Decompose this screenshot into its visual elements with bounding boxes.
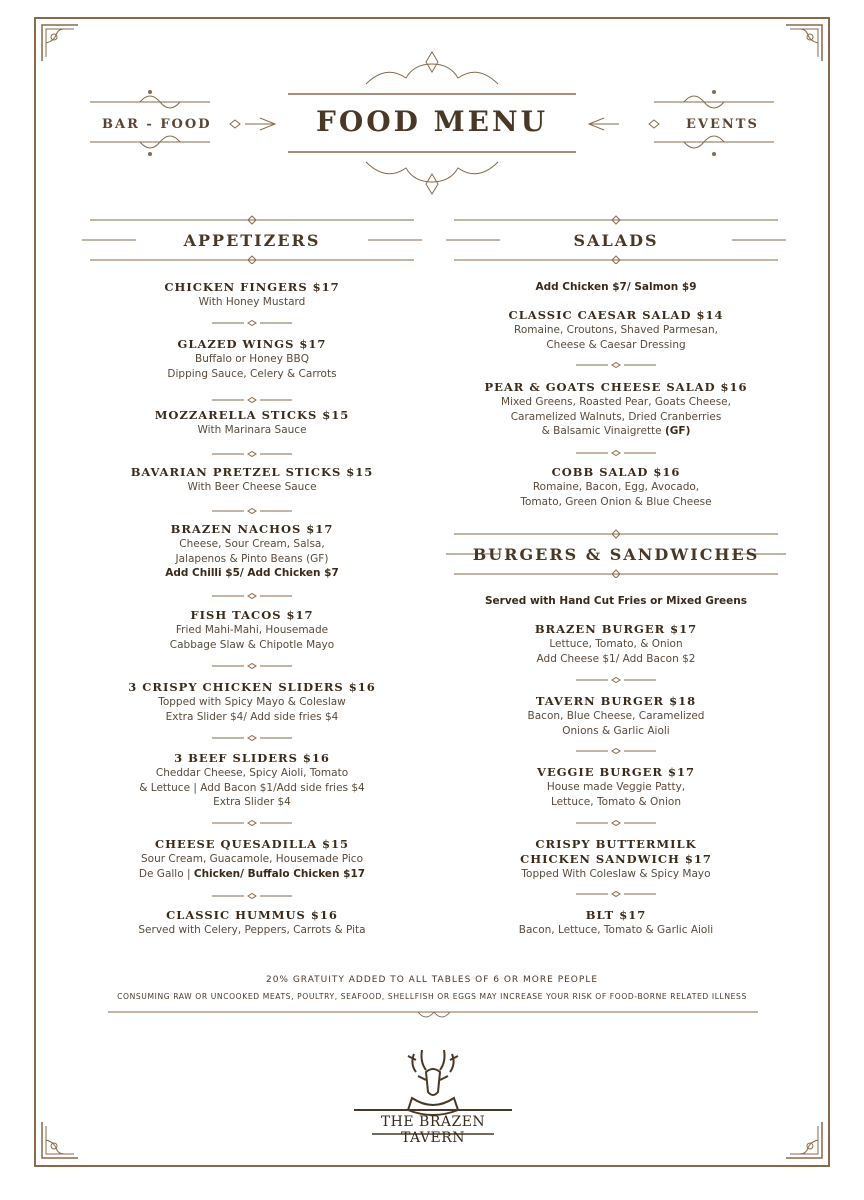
item-desc: Add Cheese $1/ Add Bacon $2 bbox=[536, 652, 696, 665]
item-desc: With Beer Cheese Sauce bbox=[187, 481, 317, 493]
item-desc: Cheese & Caesar Dressing bbox=[546, 338, 686, 351]
nav-events[interactable]: EVENTS bbox=[686, 117, 759, 132]
item-desc: Served with Celery, Peppers, Carrots & Pita bbox=[138, 924, 366, 936]
item-desc: Romaine, Croutons, Shaved Parmesan, bbox=[514, 324, 718, 336]
menu-item bbox=[82, 337, 422, 381]
menu-item bbox=[446, 308, 786, 352]
item-name: CLASSIC CAESAR SALAD $14 bbox=[508, 308, 724, 322]
menu-item bbox=[82, 465, 422, 495]
item-desc: Cheddar Cheese, Spicy Aioli, Tomato bbox=[155, 767, 349, 779]
item-desc: Cheese, Sour Cream, Salsa, bbox=[179, 538, 325, 550]
item-desc: Sour Cream, Guacamole, Housemade Pico bbox=[141, 853, 363, 865]
item-extra: Chicken/ Buffalo Chicken $17 bbox=[193, 867, 366, 880]
item-name: CHICKEN FINGERS $17 bbox=[164, 280, 340, 294]
item-desc: Cabbage Slaw & Chipotle Mayo bbox=[169, 638, 335, 651]
item-divider bbox=[576, 820, 656, 826]
item-desc: Topped With Coleslaw & Spicy Mayo bbox=[521, 868, 711, 880]
item-name: 3 BEEF SLIDERS $16 bbox=[174, 751, 330, 765]
item-name: BRAZEN BURGER $17 bbox=[534, 622, 698, 636]
item-name: GLAZED WINGS $17 bbox=[177, 337, 327, 351]
item-name: BAVARIAN PRETZEL STICKS $15 bbox=[130, 465, 374, 479]
corner-ornament-bottom-right bbox=[784, 1120, 824, 1160]
item-divider bbox=[576, 891, 656, 897]
menu-item bbox=[82, 680, 422, 724]
item-name: CHEESE QUESADILLA $15 bbox=[154, 837, 350, 851]
page-title: FOOD MENU bbox=[315, 105, 549, 138]
menu-item bbox=[446, 380, 786, 439]
item-name: PEAR & GOATS CHEESE SALAD $16 bbox=[484, 380, 748, 394]
item-divider bbox=[576, 362, 656, 368]
item-name: CHICKEN SANDWICH $17 bbox=[520, 852, 712, 866]
footer-divider bbox=[108, 1006, 758, 1026]
item-name: BRAZEN NACHOS $17 bbox=[170, 522, 334, 536]
item-name: BLT $17 bbox=[585, 908, 647, 922]
menu-item bbox=[82, 908, 422, 938]
salads-note: Add Chicken $7/ Salmon $9 bbox=[535, 281, 697, 293]
item-divider bbox=[212, 593, 292, 599]
burgers-heading: BURGERS & SANDWICHES bbox=[472, 545, 760, 564]
item-divider bbox=[576, 450, 656, 456]
item-desc: & Lettuce | Add Bacon $1/Add side fries $4 bbox=[139, 781, 365, 794]
item-name: MOZZARELLA STICKS $15 bbox=[154, 408, 350, 422]
item-name: CLASSIC HUMMUS $16 bbox=[166, 908, 338, 922]
item-desc: Extra Slider $4 bbox=[213, 796, 291, 808]
corner-ornament-top-left bbox=[40, 23, 80, 63]
menu-item bbox=[82, 837, 422, 881]
item-divider bbox=[212, 508, 292, 514]
item-divider bbox=[212, 320, 292, 326]
appetizers-heading: APPETIZERS bbox=[183, 231, 321, 250]
item-divider bbox=[212, 893, 292, 899]
item-name: TAVERN BURGER $18 bbox=[535, 694, 697, 708]
item-name: VEGGIE BURGER $17 bbox=[537, 765, 695, 779]
item-name: CRISPY BUTTERMILK bbox=[535, 837, 697, 851]
item-desc: Romaine, Bacon, Egg, Avocado, bbox=[532, 481, 700, 493]
item-desc: With Marinara Sauce bbox=[197, 424, 307, 436]
item-desc: Mixed Greens, Roasted Pear, Goats Cheese, bbox=[501, 396, 731, 408]
item-desc: Jalapenos & Pinto Beans (GF) bbox=[175, 552, 329, 565]
item-divider bbox=[212, 397, 292, 403]
menu-item bbox=[446, 465, 786, 509]
burgers-note: Served with Hand Cut Fries or Mixed Greens bbox=[484, 595, 748, 607]
menu-item bbox=[446, 694, 786, 738]
salads-heading: SALADS bbox=[573, 231, 659, 250]
item-divider bbox=[212, 735, 292, 741]
corner-ornament-top-right bbox=[784, 23, 824, 63]
item-desc: Topped with Spicy Mayo & Coleslaw bbox=[158, 696, 346, 708]
item-extra: (GF) bbox=[664, 425, 691, 437]
item-extra: Add Chilli $5/ Add Chicken $7 bbox=[165, 567, 339, 579]
item-desc: Lettuce, Tomato, & Onion bbox=[549, 638, 683, 650]
menu-item bbox=[82, 522, 422, 581]
item-desc: With Honey Mustard bbox=[198, 296, 306, 308]
item-divider bbox=[576, 748, 656, 754]
menu-item bbox=[82, 751, 422, 810]
item-desc: Buffalo or Honey BBQ bbox=[195, 353, 309, 365]
item-desc: Dipping Sauce, Celery & Carrots bbox=[167, 367, 337, 380]
item-divider bbox=[576, 677, 656, 683]
item-desc: House made Veggie Patty, bbox=[546, 781, 686, 793]
food-safety-warning: CONSUMING RAW OR UNCOOKED MEATS, POULTRY, SEAFOOD, SHELLFISH OR EGGS MAY INCREASE YOUR RISK OF FOOD-BORNE RELATED ILLNESS bbox=[117, 992, 747, 1001]
item-name: FISH TACOS $17 bbox=[190, 608, 314, 622]
item-desc: Bacon, Blue Cheese, Caramelized bbox=[527, 710, 705, 722]
menu-item bbox=[446, 622, 786, 666]
item-name: COBB SALAD $16 bbox=[551, 465, 681, 479]
tavern-logo-text: THE BRAZEN TAVERN bbox=[380, 1114, 486, 1146]
menu-item bbox=[446, 908, 786, 938]
gratuity-notice: 20% GRATUITY ADDED TO ALL TABLES OF 6 OR MORE PEOPLE bbox=[265, 975, 599, 985]
item-divider bbox=[212, 820, 292, 826]
item-desc: Onions & Garlic Aioli bbox=[562, 724, 670, 737]
item-name: 3 CRISPY CHICKEN SLIDERS $16 bbox=[128, 680, 376, 694]
nav-bar-food[interactable]: BAR - FOOD bbox=[102, 117, 212, 132]
menu-item bbox=[82, 408, 422, 438]
menu-item bbox=[446, 765, 786, 809]
item-desc: Fried Mahi-Mahi, Housemade bbox=[175, 624, 329, 636]
item-desc: Bacon, Lettuce, Tomato & Garlic Aioli bbox=[518, 924, 714, 936]
item-desc: De Gallo | bbox=[138, 867, 194, 880]
menu-item bbox=[82, 608, 422, 652]
menu-item bbox=[446, 837, 786, 882]
item-desc: Tomato, Green Onion & Blue Cheese bbox=[520, 495, 712, 508]
item-desc: & Balsamic Vinaigrette bbox=[541, 425, 665, 437]
corner-ornament-bottom-left bbox=[40, 1120, 80, 1160]
item-divider bbox=[212, 451, 292, 457]
item-desc: Extra Slider $4/ Add side fries $4 bbox=[165, 710, 339, 723]
item-desc: Caramelized Walnuts, Dried Cranberries bbox=[510, 410, 722, 423]
item-desc: Lettuce, Tomato & Onion bbox=[551, 795, 681, 808]
item-divider bbox=[212, 663, 292, 669]
menu-item bbox=[82, 280, 422, 310]
